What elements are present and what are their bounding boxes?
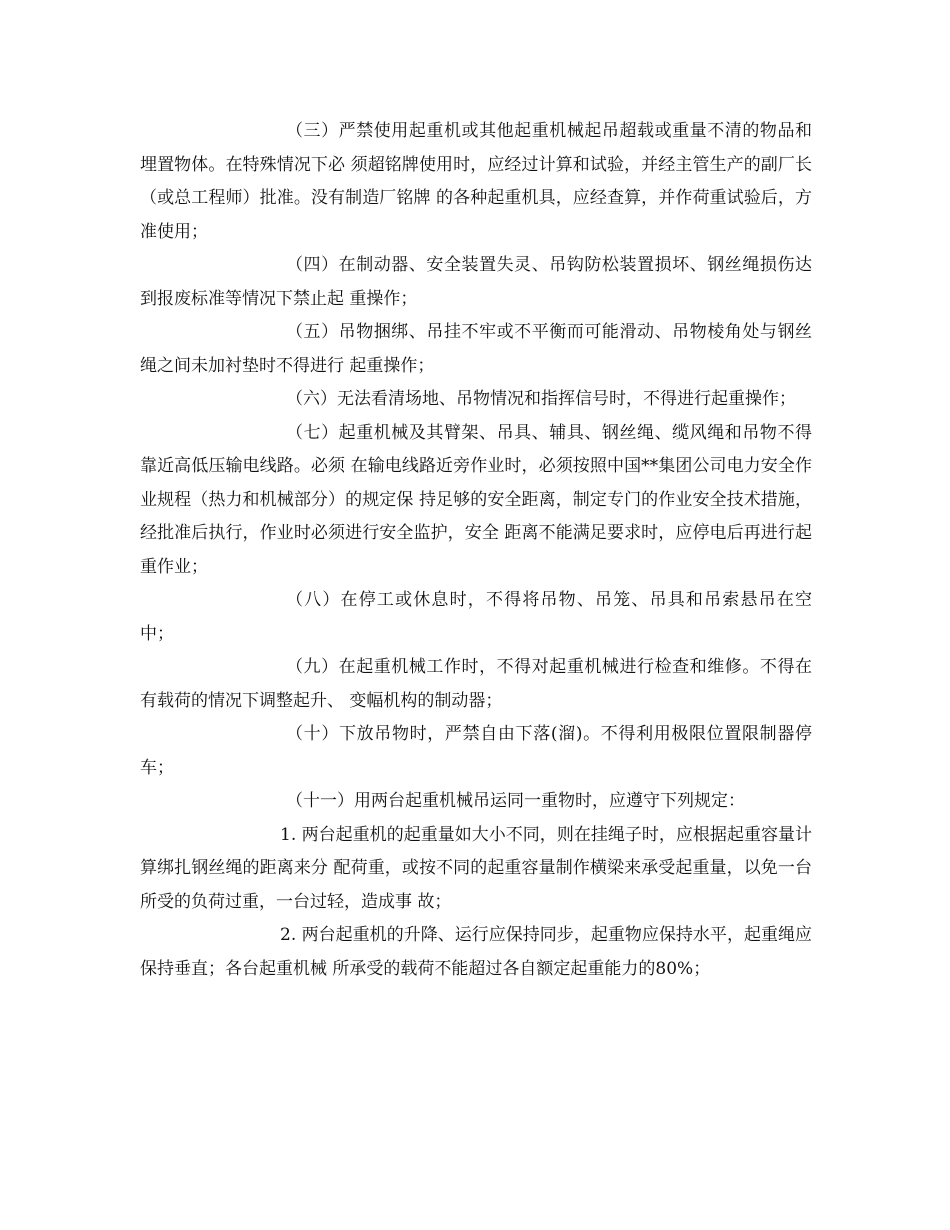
- paragraph-item-9: （九）在起重机械工作时，不得对起重机械进行检查和维修。不得在有载荷的情况下调整起升、 变幅机构的制动器；: [140, 657, 812, 711]
- paragraph-item-4: （四）在制动器、安全装置失灵、吊钩防松装置损坏、钢丝绳损伤达到报废标准等情况下禁止起 重操作；: [140, 255, 812, 309]
- document-body: [140, 115, 812, 986]
- paragraph-item-6: （六）无法看清场地、吊物情况和指挥信号时，不得进行起重操作；: [286, 389, 796, 409]
- paragraph-item-3: （三）严禁使用起重机或其他起重机械起吊超载或重量不清的物品和埋置物体。在特殊情况下必 须超铭牌使用时，应经过计算和试验，并经主管生产的副厂长（或总工程师）批准。没有制造厂铭牌 的各种起重机具，应经查算，并作荷重试验后，方准使用；: [140, 121, 812, 242]
- paragraph-subitem-2: 2. 两台起重机的升降、运行应保持同步，起重物应保持水平，起重绳应保持垂直；各台起重机械 所承受的载荷不能超过各自额定起重能力的80%；: [140, 925, 812, 979]
- paragraph-item-10: （十）下放吊物时，严禁自由下落(溜)。不得利用极限位置限制器停车；: [140, 724, 812, 778]
- paragraph-subitem-1: 1. 两台起重机的起重量如大小不同，则在挂绳子时，应根据起重容量计算绑扎钢丝绳的距离来分 配荷重，或按不同的起重容量制作横梁来承受起重量，以免一台所受的负荷过重，一台过轻，造成事 故；: [140, 824, 812, 912]
- paragraph-item-11: （十一）用两台起重机械吊运同一重物时，应遵守下列规定：: [286, 791, 745, 811]
- paragraph-item-8: （八）在停工或休息时，不得将吊物、吊笼、吊具和吊索悬吊在空中；: [140, 590, 812, 644]
- paragraph-item-7: （七）起重机械及其臂架、吊具、辅具、钢丝绳、缆风绳和吊物不得靠近高低压输电线路。必须 在输电线路近旁作业时，必须按照中国**集团公司电力安全作业规程（热力和机械部分）的规定保 持足够的安全距离，制定专门的作业安全技术措施，经批准后执行，作业时必须进行安全监护，安全 距离不能满足要求时，应停电后再进行起重作业；: [140, 422, 812, 577]
- paragraph-item-5: （五）吊物捆绑、吊挂不牢或不平衡而可能滑动、吊物棱角处与钢丝绳之间未加衬垫时不得进行 起重操作；: [140, 322, 812, 376]
